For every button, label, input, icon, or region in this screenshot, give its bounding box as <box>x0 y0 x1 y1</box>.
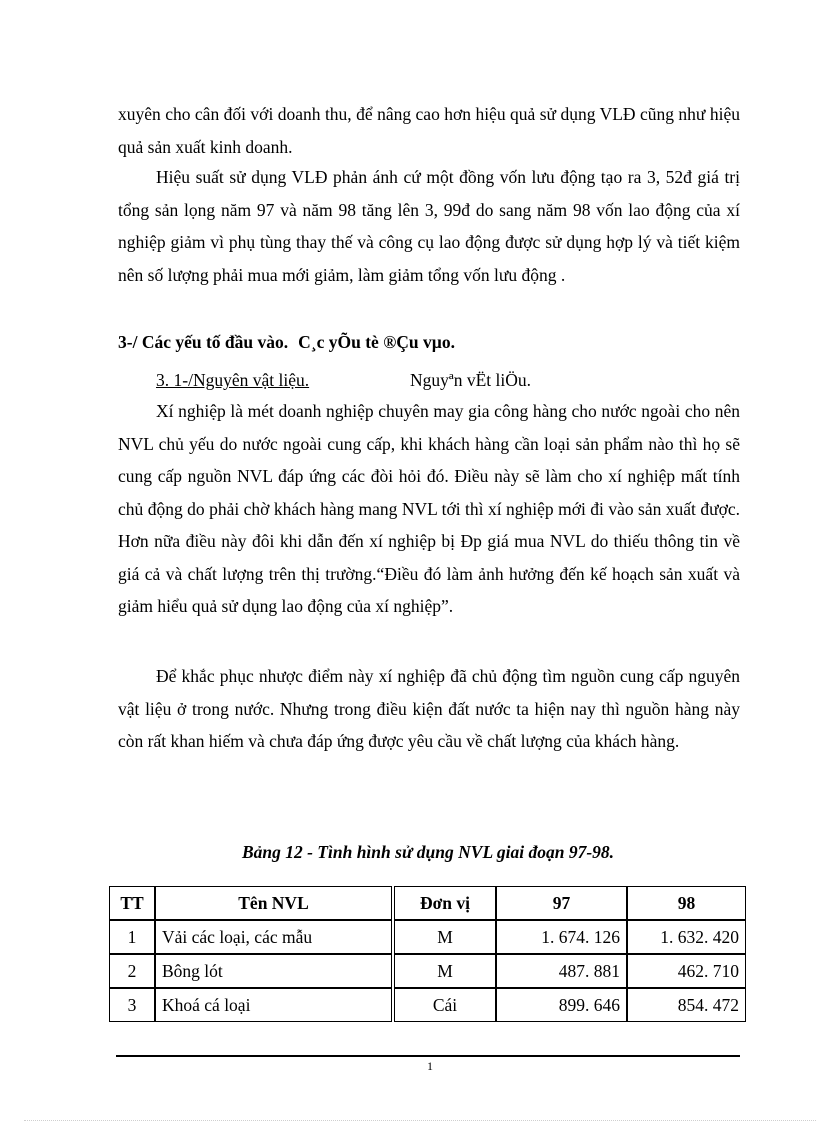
table-cell: Bông lót <box>155 954 392 988</box>
paragraph-remedy: Để khắc phục nhược điểm này xí nghiệp đã chủ động tìm nguồn cung cấp nguyên vật liệu ở trong nước. Nhưng trong điều kiện đất nước ta hiện nay thì nguồn hàng này còn rất khan hiếm và chưa đáp ứng được yêu cầu về chất lượng của khách hàng. <box>118 666 740 751</box>
paragraph-continuation: xuyên cho cân đối với doanh thu, để nâng cao hơn hiệu quả sử dụng VLĐ cũng như hiệu quả sản xuất kinh doanh. <box>118 104 740 157</box>
footer-rule <box>116 1055 740 1057</box>
table-row <box>109 920 746 954</box>
table-cell: 487. 881 <box>496 954 627 988</box>
table-caption: Bảng 12 - Tình hình sử dụng NVL giai đoạn 97-98. <box>241 842 615 862</box>
subsection-heading-garbled: Nguyªn vËt liÖu. <box>410 370 532 390</box>
paragraph-materials: Xí nghiệp là mét doanh nghiệp chuyên may gia công hàng cho nước ngoài cho nên NVL chủ yếu do nước ngoài cung cấp, khi khách hàng cần loại sản phẩm nào thì họ sẽ cung cấp nguồn NVL đáp ứng các đòi hỏi đó. Điều này sẽ làm cho xí nghiệp mất tính chủ động do phải chờ khách hàng mang NVL tới thì xí nghiệp mới đi vào sản xuất được. Hơn nữa điều này đôi khi dẫn đến xí nghiệp bị Ðp giá mua NVL do thiếu thông tin về giá cả và chất lượng trên thị trường.“Điều đó làm ảnh hưởng đến kế hoạch sản xuất và giảm hiểu quả sử dụng lao động của xí nghiệp”. <box>118 401 740 616</box>
header-cell: TT <box>109 886 155 920</box>
table-cell: Vải các loại, các mẫu <box>155 920 392 954</box>
table-cell: 3 <box>109 988 155 1022</box>
page-bottom-border <box>24 1120 816 1121</box>
subsection-heading-text: 3. 1-/Nguyên vật liệu. <box>156 370 310 390</box>
page-number: 1 <box>427 1059 433 1073</box>
section-heading <box>118 328 455 356</box>
subsection-heading <box>156 366 532 394</box>
header-cell: 97 <box>496 886 627 920</box>
table-row <box>109 954 746 988</box>
table-cell: Cái <box>394 988 496 1022</box>
table-cell: 854. 472 <box>627 988 746 1022</box>
header-cell: 98 <box>627 886 746 920</box>
table-cell: 462. 710 <box>627 954 746 988</box>
table-row <box>109 988 746 1022</box>
section-heading-garbled: C¸c yÕu tè ®Çu vµo. <box>298 332 455 352</box>
table-cell: Khoá cá loại <box>155 988 392 1022</box>
materials-table <box>109 886 746 1022</box>
table-cell: 1. 674. 126 <box>496 920 627 954</box>
section-heading-text: 3-/ Các yếu tố đầu vào. <box>118 332 289 352</box>
header-cell: Đơn vị <box>394 886 496 920</box>
paragraph-efficiency: Hiệu suất sử dụng VLĐ phản ánh cứ một đồng vốn lưu động tạo ra 3, 52đ giá trị tổng sản lọng năm 97 và năm 98 tăng lên 3, 99đ do sang năm 98 vốn lao động của xí nghiệp giảm vì phụ tùng thay thế và công cụ lao động được sử dụng hợp lý và tiết kiệm nên số lượng phải mua mới giảm, làm giảm tổng vốn lưu động . <box>118 167 740 285</box>
table-cell: 2 <box>109 954 155 988</box>
header-cell: Tên NVL <box>155 886 392 920</box>
table-cell: M <box>394 954 496 988</box>
table-cell: 899. 646 <box>496 988 627 1022</box>
table-cell: 1. 632. 420 <box>627 920 746 954</box>
table-cell: 1 <box>109 920 155 954</box>
table-header-row <box>109 886 746 920</box>
table-cell: M <box>394 920 496 954</box>
